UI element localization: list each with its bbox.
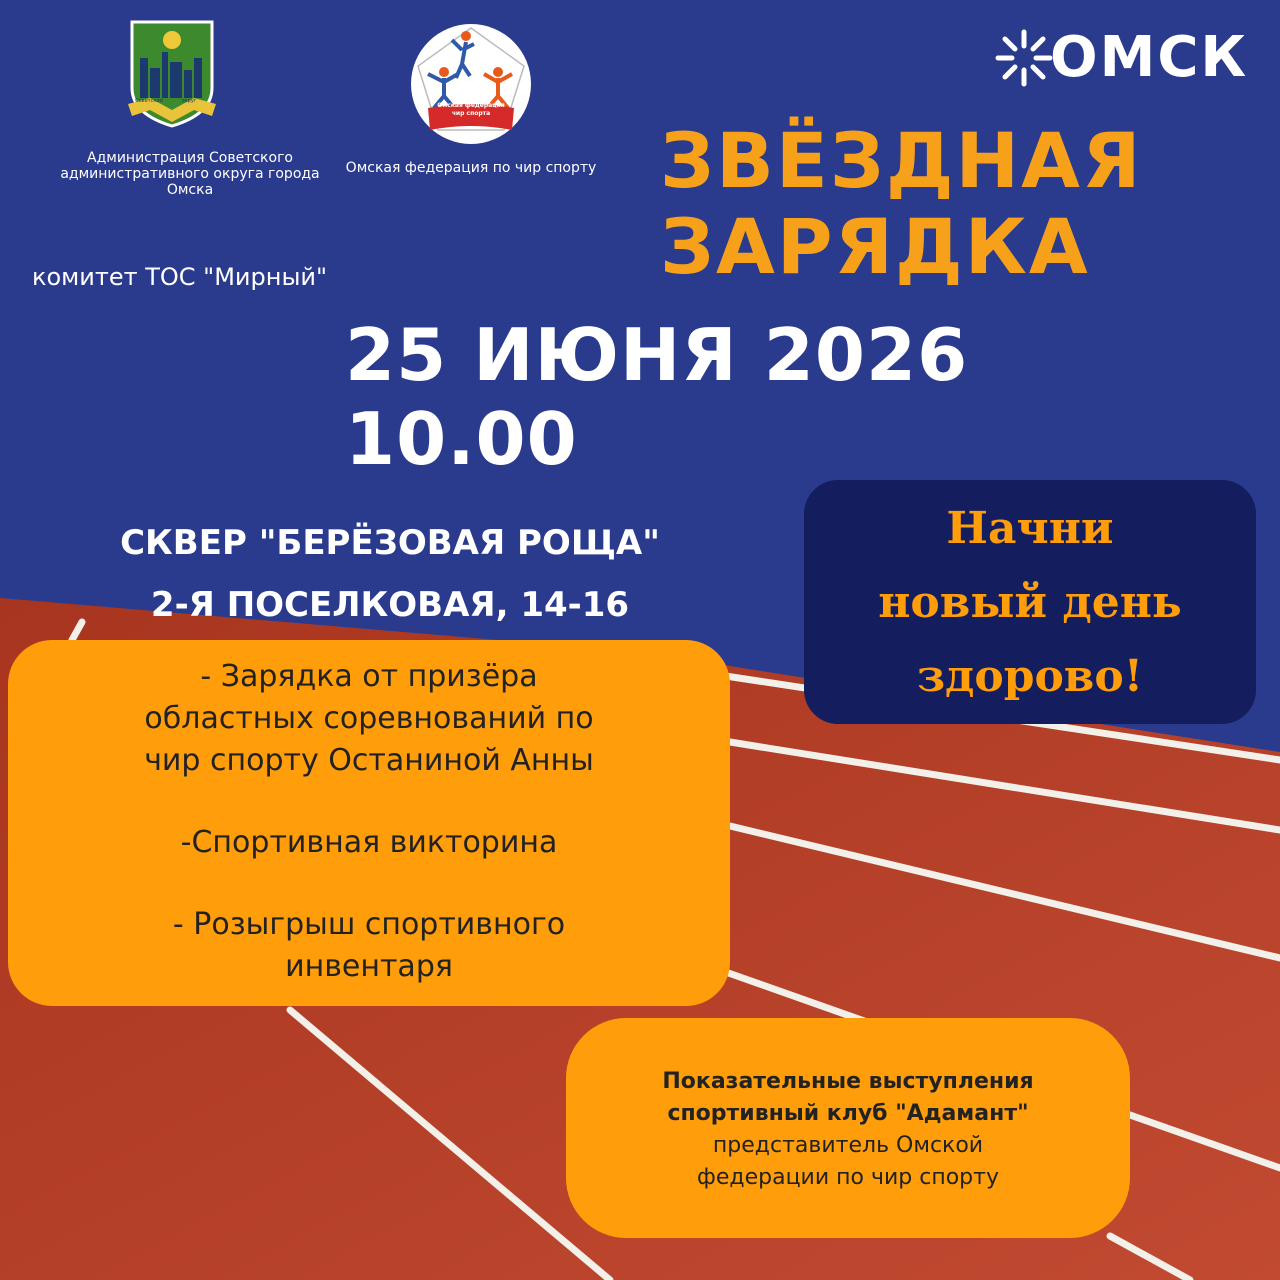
cheer-federation-caption: Омская федерация по чир спорту [345,160,597,176]
venue-name: СКВЕР "БЕРЁЗОВАЯ РОЩА" [120,523,660,563]
crest-ribbon-right: округ [181,98,197,104]
omsk-brand-logo [994,25,1249,90]
demo-line3: представитель Омской [712,1133,984,1158]
slogan-line1: Начни [946,503,1114,554]
event-title-line1: ЗВЁЗДНАЯ [660,116,1143,205]
slogan-box [804,480,1256,724]
event-date: 25 ИЮНЯ 2026 [345,313,969,397]
program-item1-line3: чир спорту Останиной Анны [144,743,594,778]
demo-performances-box [566,1018,1130,1238]
demo-line1: Показательные выступления [662,1069,1034,1094]
tos-committee-label: комитет ТОС "Мирный" [32,263,328,291]
cheer-federation-logo-icon [406,20,536,148]
federation-band-line2: чир спорта [451,110,491,117]
program-item1-line2: областных соревнований по [144,701,594,736]
slogan-line3: здорово! [916,651,1144,702]
demo-line4: федерации по чир спорту [697,1165,999,1190]
crest-ribbon-left: Советский [135,98,163,104]
event-time: 10.00 [345,397,578,481]
event-title-line2: ЗАРЯДКА [660,202,1090,291]
omsk-brand-text: ОМСК [1050,25,1249,90]
federation-band-line1: Омская федерация [437,102,505,109]
program-item3-line2: инвентаря [285,949,453,984]
soviet-district-crest-icon [120,18,224,130]
omsk-sunburst-icon [994,28,1054,88]
venue-address: 2-Я ПОСЕЛКОВАЯ, 14-16 [150,585,630,625]
program-item1-line1: - Зарядка от призёра [200,659,538,694]
demo-line2: спортивный клуб "Адамант" [667,1101,1029,1126]
program-item3-line1: - Розыгрыш спортивного [172,907,566,942]
program-item2: -Спортивная викторина [180,825,558,860]
soviet-admin-caption: Администрация Советского административного округа города Омска [60,150,320,198]
slogan-line2: новый день [878,577,1182,628]
program-box [8,640,730,1006]
